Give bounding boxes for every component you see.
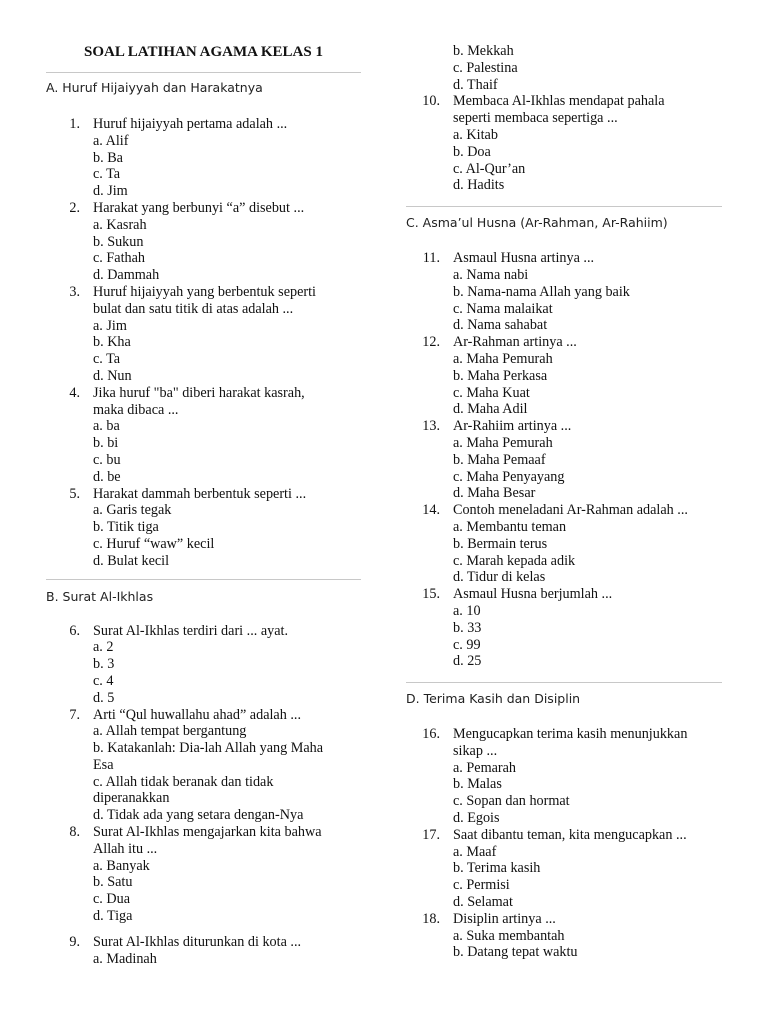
question-number: 1. bbox=[69, 116, 80, 132]
question-item bbox=[46, 824, 361, 925]
question-number: 10. bbox=[422, 93, 440, 110]
answer-option: d. Maha Adil bbox=[453, 401, 528, 418]
answer-option: b. Satu bbox=[93, 874, 133, 891]
answer-option: c. Maha Kuat bbox=[453, 384, 530, 401]
answer-option: b. 33 bbox=[453, 619, 482, 636]
answer-option: b. Ba bbox=[93, 149, 123, 166]
answer-option: c. Al-Qur’an bbox=[453, 160, 526, 177]
question-item bbox=[406, 726, 722, 827]
question-stem bbox=[46, 284, 361, 318]
answer-option: d. be bbox=[93, 468, 121, 485]
question-text-line: Ar-Rahiim artinya ... bbox=[453, 418, 572, 435]
question-text bbox=[453, 911, 722, 928]
divider bbox=[406, 682, 722, 683]
answer-option: c. Maha Penyayang bbox=[453, 468, 565, 485]
question-number: 4. bbox=[69, 384, 80, 401]
answer-option: c. Allah tidak beranak dan tidak bbox=[93, 773, 274, 790]
answer-option: d. Maha Besar bbox=[453, 485, 536, 502]
question-text-line: Membaca Al-Ikhlas mendapat pahala bbox=[453, 93, 665, 110]
question-text bbox=[93, 116, 361, 133]
question-text bbox=[453, 502, 722, 519]
question-stem bbox=[46, 623, 361, 640]
question-stem bbox=[406, 911, 722, 928]
question-item bbox=[406, 93, 722, 194]
question-text-line: Harakat dammah berbentuk seperti ... bbox=[93, 485, 307, 502]
answer-option: d. 25 bbox=[453, 653, 482, 670]
divider bbox=[406, 206, 722, 207]
question-number: 8. bbox=[69, 824, 80, 841]
question-text-line: Surat Al-Ikhlas mengajarkan kita bahwa bbox=[93, 824, 322, 841]
answer-option: c. Palestina bbox=[453, 59, 518, 76]
question-item bbox=[46, 116, 361, 200]
section-a-heading: A. Huruf Hijaiyyah dan Harakatnya bbox=[46, 80, 263, 95]
question-text-line: Asmaul Husna artinya ... bbox=[453, 250, 595, 267]
answer-option: a. Kasrah bbox=[93, 216, 147, 233]
answer-option: c. Ta bbox=[93, 351, 121, 368]
question-text-line: Ar-Rahman artinya ... bbox=[453, 334, 577, 351]
question-stem bbox=[406, 334, 722, 351]
page-title: SOAL LATIHAN AGAMA KELAS 1 bbox=[84, 44, 323, 60]
answer-option: b. Maha Pemaaf bbox=[453, 451, 546, 468]
answer-option: c. Marah kepada adik bbox=[453, 552, 576, 569]
answer-option: d. Tiga bbox=[93, 908, 133, 925]
answer-option: a. Garis tegak bbox=[93, 502, 172, 519]
question-stem bbox=[406, 502, 722, 519]
answer-option: c. Dua bbox=[93, 891, 131, 908]
question-number: 16. bbox=[422, 726, 440, 743]
question-text-line: maka dibaca ... bbox=[93, 401, 179, 418]
question-text-line: seperti membaca sepertiga ... bbox=[453, 110, 618, 127]
answer-option: c. Nama malaikat bbox=[453, 300, 553, 317]
question-text-line: Disiplin artinya ... bbox=[453, 910, 556, 927]
question-item bbox=[46, 284, 361, 385]
section-d-questions bbox=[406, 726, 722, 961]
answer-option: a. Allah tempat bergantung bbox=[93, 723, 247, 740]
answer-option: d. Dammah bbox=[93, 267, 160, 284]
question-number: 5. bbox=[69, 485, 80, 502]
answer-option: a. Madinah bbox=[93, 950, 157, 967]
question-number: 15. bbox=[422, 586, 440, 603]
question-text bbox=[453, 726, 722, 760]
question-text-line: Huruf hijaiyyah yang berbentuk seperti bbox=[93, 283, 316, 300]
question-stem bbox=[406, 726, 722, 760]
question-number: 9. bbox=[69, 933, 80, 950]
question-text bbox=[453, 418, 722, 435]
question-item bbox=[406, 250, 722, 334]
answer-option: c. Sopan dan hormat bbox=[453, 793, 570, 810]
answer-option: b. 3 bbox=[93, 656, 115, 673]
answer-option: d. Hadits bbox=[453, 177, 505, 194]
question-item bbox=[46, 486, 361, 570]
question-number: 11. bbox=[422, 250, 440, 267]
section-b-questions-cont bbox=[46, 934, 361, 968]
section-b-questions bbox=[46, 623, 361, 925]
question-stem bbox=[46, 707, 361, 724]
question-item bbox=[406, 43, 722, 93]
answer-option: a. Nama nabi bbox=[453, 266, 529, 283]
question-item bbox=[46, 623, 361, 707]
answer-option: c. 99 bbox=[453, 636, 481, 653]
section-c-questions bbox=[406, 250, 722, 670]
answer-option: b. Doa bbox=[453, 143, 491, 160]
question-text-line: Jika huruf "ba" diberi harakat kasrah, bbox=[93, 384, 305, 401]
question-stem bbox=[406, 418, 722, 435]
question-number: 12. bbox=[422, 334, 440, 351]
answer-option: b. Bermain terus bbox=[453, 535, 548, 552]
question-text-line: Arti “Qul huwallahu ahad” adalah ... bbox=[93, 706, 302, 723]
section-b-questions-cont bbox=[406, 43, 722, 194]
question-item bbox=[46, 934, 361, 968]
question-text bbox=[93, 934, 361, 951]
answer-option: d. Tidur di kelas bbox=[453, 569, 546, 586]
question-item bbox=[46, 200, 361, 284]
question-text-line: Huruf hijaiyyah pertama adalah ... bbox=[93, 116, 288, 132]
question-number: 3. bbox=[69, 283, 80, 300]
question-text bbox=[453, 93, 722, 127]
question-stem bbox=[406, 250, 722, 267]
answer-option: d. Jim bbox=[93, 183, 128, 200]
question-text-line: Surat Al-Ikhlas terdiri dari ... ayat. bbox=[93, 622, 289, 639]
question-text-line: Asmaul Husna berjumlah ... bbox=[453, 586, 613, 603]
question-text-line: Allah itu ... bbox=[93, 840, 158, 857]
answer-option: c. Fathah bbox=[93, 250, 146, 267]
answer-option: b. Nama-nama Allah yang baik bbox=[453, 283, 630, 300]
answer-option: b. Maha Perkasa bbox=[453, 367, 548, 384]
answer-option: d. Bulat kecil bbox=[93, 552, 170, 569]
answer-option: d. Tidak ada yang setara dengan-Nya bbox=[93, 807, 304, 824]
answer-option: b. Kha bbox=[93, 334, 131, 351]
question-text bbox=[453, 250, 722, 267]
question-text-line: sikap ... bbox=[453, 742, 498, 759]
answer-option: a. Maaf bbox=[453, 843, 497, 860]
question-stem bbox=[406, 586, 722, 603]
answer-option: a. Kitab bbox=[453, 126, 498, 143]
left-column bbox=[46, 0, 361, 967]
answer-option: diperanakkan bbox=[93, 790, 170, 807]
question-stem bbox=[46, 486, 361, 503]
answer-option: a. 2 bbox=[93, 639, 114, 656]
question-item bbox=[406, 911, 722, 961]
question-item bbox=[406, 502, 722, 586]
answer-option: d. 5 bbox=[93, 689, 115, 706]
answer-option: c. bu bbox=[93, 451, 121, 468]
answer-option: c. Huruf “waw” kecil bbox=[93, 535, 215, 552]
question-text bbox=[93, 623, 361, 640]
answer-option: b. Datang tepat waktu bbox=[453, 944, 578, 961]
right-column bbox=[406, 0, 722, 961]
question-text bbox=[93, 284, 361, 318]
answer-option: c. Ta bbox=[93, 166, 121, 183]
answer-option: c. 4 bbox=[93, 672, 114, 689]
section-a-questions bbox=[46, 116, 361, 570]
question-text-line: Surat Al-Ikhlas diturunkan di kota ... bbox=[93, 933, 302, 950]
question-stem bbox=[406, 827, 722, 844]
question-item bbox=[406, 586, 722, 670]
question-text-line: bulat dan satu titik di atas adalah ... bbox=[93, 300, 294, 317]
answer-option: a. Maha Pemurah bbox=[453, 350, 553, 367]
question-text-line: Mengucapkan terima kasih menunjukkan bbox=[453, 726, 688, 743]
question-text-line: Saat dibantu teman, kita mengucapkan ... bbox=[453, 826, 687, 843]
question-text bbox=[93, 200, 361, 217]
answer-option: b. Mekkah bbox=[453, 43, 514, 59]
question-text bbox=[93, 385, 361, 419]
question-text-line: Harakat yang berbunyi “a” disebut ... bbox=[93, 199, 305, 216]
answer-option: d. Thaif bbox=[453, 76, 498, 93]
answer-option: a. Suka membantah bbox=[453, 927, 565, 944]
question-number: 14. bbox=[422, 502, 440, 519]
question-text bbox=[93, 824, 361, 858]
question-stem bbox=[46, 200, 361, 217]
question-text bbox=[93, 707, 361, 724]
question-number: 17. bbox=[422, 826, 440, 843]
question-stem bbox=[406, 93, 722, 127]
question-number: 18. bbox=[422, 910, 440, 927]
answer-option: a. Banyak bbox=[93, 857, 150, 874]
question-number: 2. bbox=[69, 199, 80, 216]
question-number: 13. bbox=[422, 418, 440, 435]
answer-option: b. Titik tiga bbox=[93, 519, 159, 536]
question-text bbox=[93, 486, 361, 503]
question-item bbox=[46, 385, 361, 486]
answer-option: d. Nama sahabat bbox=[453, 317, 548, 334]
question-text-line: Contoh meneladani Ar-Rahman adalah ... bbox=[453, 502, 688, 519]
answer-option: a. Pemarah bbox=[453, 759, 517, 776]
answer-option: d. Selamat bbox=[453, 894, 513, 911]
question-stem bbox=[46, 116, 361, 133]
question-item bbox=[46, 707, 361, 825]
answer-option: b. Sukun bbox=[93, 233, 144, 250]
answer-option: d. Nun bbox=[93, 367, 132, 384]
section-c-heading: C. Asma’ul Husna (Ar-Rahman, Ar-Rahiim) bbox=[406, 215, 668, 231]
divider bbox=[46, 579, 361, 580]
answer-option: a. Membantu teman bbox=[453, 518, 567, 535]
section-d-heading: D. Terima Kasih dan Disiplin bbox=[406, 691, 581, 707]
question-item bbox=[406, 334, 722, 418]
question-text bbox=[453, 334, 722, 351]
question-stem bbox=[46, 824, 361, 858]
answer-option: Esa bbox=[93, 756, 114, 773]
answer-option: b. Terima kasih bbox=[453, 860, 541, 877]
answer-option: a. Maha Pemurah bbox=[453, 434, 553, 451]
question-text bbox=[453, 586, 722, 603]
question-text bbox=[453, 827, 722, 844]
answer-option: a. Jim bbox=[93, 317, 127, 334]
answer-option: a. ba bbox=[93, 418, 120, 435]
question-number: 6. bbox=[69, 622, 80, 639]
question-stem bbox=[46, 934, 361, 951]
answer-option: b. Katakanlah: Dia-lah Allah yang Maha bbox=[93, 740, 324, 757]
question-number: 7. bbox=[69, 706, 80, 723]
answer-option: b. Malas bbox=[453, 776, 502, 793]
answer-option: c. Permisi bbox=[453, 877, 510, 894]
answer-option: a. 10 bbox=[453, 602, 481, 619]
question-item bbox=[406, 418, 722, 502]
question-stem bbox=[46, 385, 361, 419]
section-b-heading: B. Surat Al-Ikhlas bbox=[46, 588, 154, 604]
answer-option: a. Alif bbox=[93, 132, 129, 149]
question-item bbox=[406, 827, 722, 911]
answer-option: d. Egois bbox=[453, 810, 500, 827]
divider bbox=[46, 72, 361, 73]
answer-option: b. bi bbox=[93, 435, 119, 452]
